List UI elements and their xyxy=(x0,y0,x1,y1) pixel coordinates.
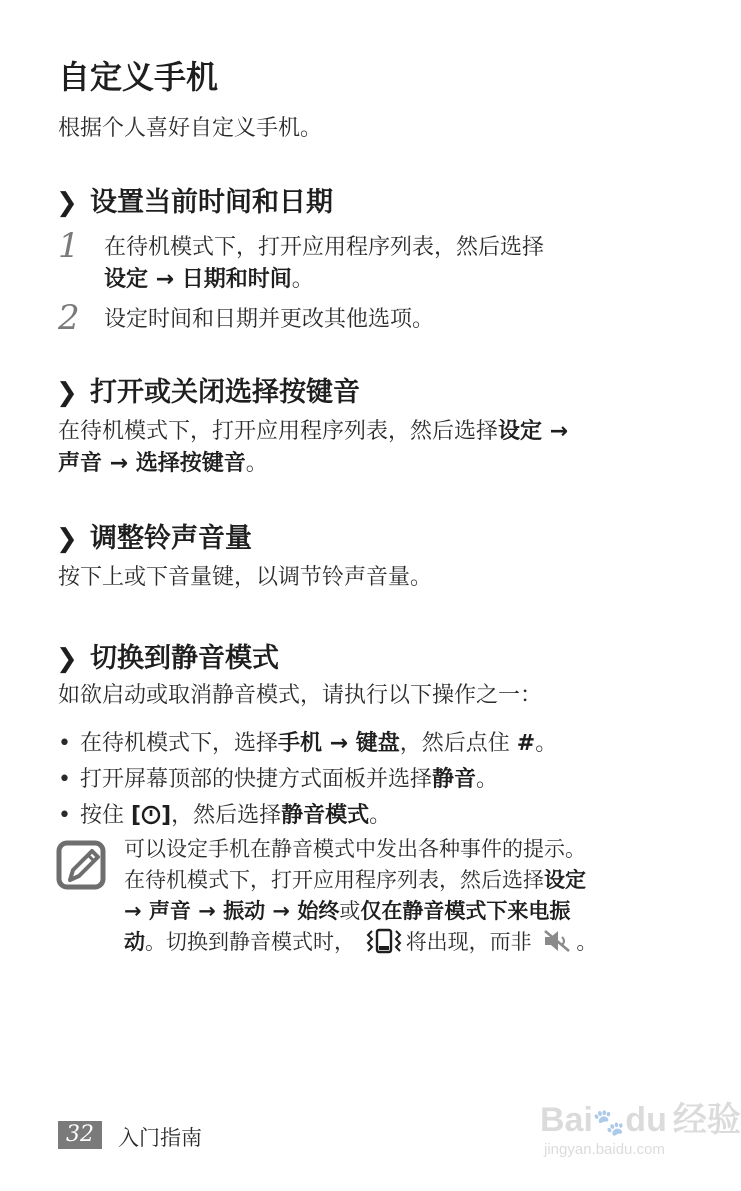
mute-icon xyxy=(542,928,572,963)
power-icon xyxy=(141,805,161,831)
baidu-watermark: Bai🐾du 经验 jingyan.baidu.com xyxy=(540,1100,741,1158)
key-tone-text: 在待机模式下，打开应用程序列表，然后选择设定 → 声音 → 选择按键音。 xyxy=(58,419,569,476)
list-item: • 在待机模式下，选择手机 → 键盘，然后点住 #。 xyxy=(58,731,558,756)
step-1-text: 在待机模式下，打开应用程序列表，然后选择 设定 → 日期和时间。 xyxy=(104,235,545,292)
silent-mode-intro: 如欲启动或取消静音模式，请执行以下操作之一： xyxy=(58,683,543,708)
chevron-right-icon: ❯ xyxy=(56,378,78,408)
note-text: 可以设定手机在静音模式中发出各种事件的提示。 在待机模式下，打开应用程序列表，然后选择设定 → 声音 → 振动 → 始终或仅在静音模式下来电振 动。切换到静音模式时， 将出现，而非 。 xyxy=(124,834,597,963)
ring-volume-text: 按下上或下音量键，以调节铃声音量。 xyxy=(58,565,433,590)
chevron-right-icon: ❯ xyxy=(56,644,78,674)
page-title: 自定义手机 xyxy=(58,58,219,96)
paw-icon: 🐾 xyxy=(592,1107,626,1137)
step-number: 1 xyxy=(58,226,80,266)
vibrate-icon xyxy=(366,928,402,963)
list-item: • 打开屏幕顶部的快捷方式面板并选择静音。 xyxy=(58,767,499,792)
footer-label: 入门指南 xyxy=(118,1126,202,1150)
step-number: 2 xyxy=(58,298,80,338)
step-2-text: 设定时间和日期并更改其他选项。 xyxy=(104,307,435,332)
section-heading-ring-volume: ❯ 调整铃声音量 xyxy=(56,523,252,554)
pencil-note-icon xyxy=(56,840,108,892)
list-item: • 按住 [ ]，然后选择静音模式。 xyxy=(58,798,391,831)
section-heading-time-date: ❯ 设置当前时间和日期 xyxy=(56,187,333,218)
intro-text: 根据个人喜好自定义手机。 xyxy=(58,116,323,141)
page-number: 32 xyxy=(58,1121,102,1149)
section-heading-silent-mode: ❯ 切换到静音模式 xyxy=(56,643,279,674)
chevron-right-icon: ❯ xyxy=(56,188,78,218)
chevron-right-icon: ❯ xyxy=(56,524,78,554)
section-heading-key-tone: ❯ 打开或关闭选择按键音 xyxy=(56,377,360,408)
hash-key-icon: # xyxy=(516,731,536,756)
